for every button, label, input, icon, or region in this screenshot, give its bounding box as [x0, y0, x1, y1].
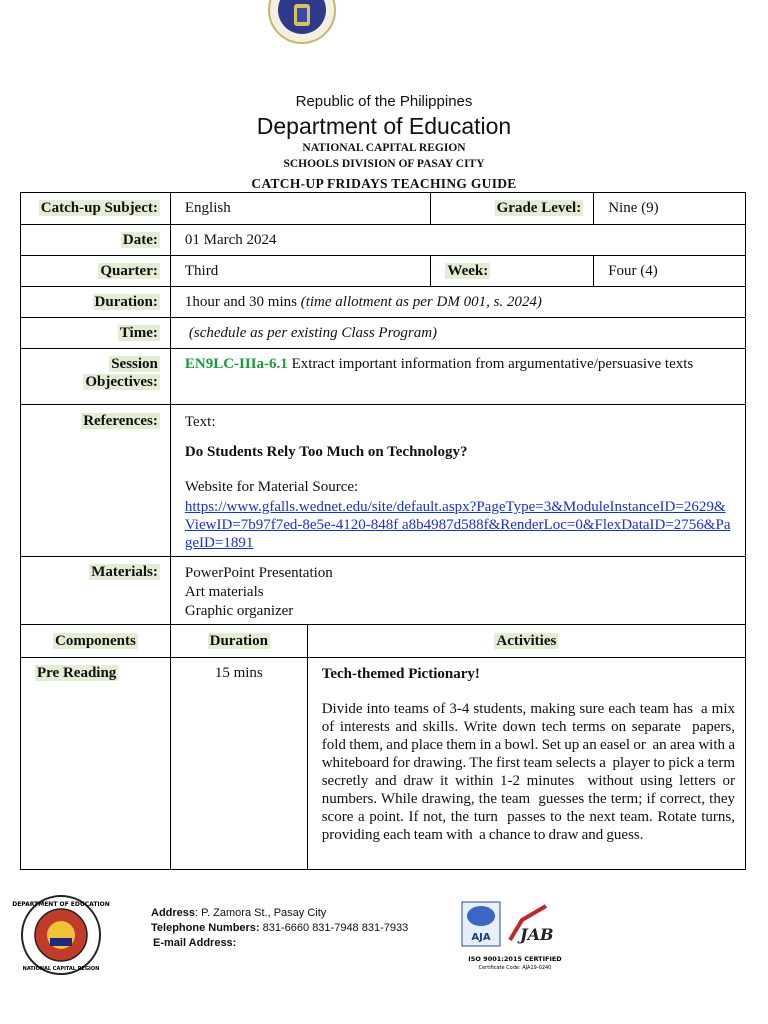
- footer-phone: Telephone Numbers: 831-6660 831-7948 831-7933: [151, 922, 409, 934]
- department-title: Department of Education: [256, 113, 512, 139]
- materials-list: [170, 557, 745, 625]
- objectives-value: [170, 349, 745, 405]
- date-row: [21, 225, 746, 256]
- week-label: Week:: [431, 256, 594, 287]
- material-item: PowerPoint Presentation: [184, 565, 333, 581]
- division-line: SCHOOLS DIVISION OF PASAY CITY: [283, 158, 485, 170]
- time-value: (schedule as per existing Class Program): [170, 318, 745, 349]
- quarter-label: Quarter:: [21, 256, 171, 287]
- ref-url-link[interactable]: https://www.gfalls.wednet.edu/site/default.aspx?PageType=3&ModuleInstanceID=2629&ViewID=7b97f7ed-8e5e-4120-848f a8b4987d588f&RenderLoc=0&FlexDataID=2756&PageID=1891: [184, 499, 731, 551]
- activities-table: [20, 624, 746, 870]
- iso-certification-logo: [460, 900, 570, 972]
- duration-label: Duration:: [21, 287, 171, 318]
- material-item: Graphic organizer: [184, 603, 294, 619]
- subject-row: [21, 193, 746, 225]
- materials-label: Materials:: [21, 557, 171, 625]
- references-row: [21, 405, 746, 557]
- region-line: NATIONAL CAPITAL REGION: [302, 142, 466, 154]
- activity-description: Divide into teams of 3-4 students, making sure each team has a mix of interests and skills. Write down tech terms on separate papers, fold them, and place them in a bowl. Set up an easel or an area with a whiteboard for drawing. The first team selects a player to pick a term secretly and draw it within 1-2 minutes without using letters or numbers. While drawing, the team guesses the term; if correct, they score a point. If not, the turn passes to the next team. Rotate turns, providing each team with a chance to draw and guess.: [321, 701, 739, 843]
- material-item: Art materials: [184, 584, 264, 600]
- time-label: Time:: [21, 318, 171, 349]
- duration-value: 1hour and 30 mins (time allotment as per DM 001, s. 2024): [170, 287, 745, 318]
- svg-text:AJA: AJA: [471, 932, 491, 943]
- svg-text:DEPARTMENT OF EDUCATION: DEPARTMENT OF EDUCATION: [12, 901, 110, 908]
- col-components-header: Components: [21, 625, 171, 658]
- teaching-guide-info-table: [20, 192, 746, 625]
- grade-value: Nine (9): [594, 193, 746, 225]
- svg-text:NATIONAL CAPITAL REGION: NATIONAL CAPITAL REGION: [22, 966, 100, 972]
- activity-cell: [307, 658, 745, 870]
- activities-header-row: [21, 625, 746, 658]
- ref-website-label: Website for Material Source:: [184, 479, 359, 495]
- objectives-label: Session Objectives:: [21, 349, 171, 405]
- date-label: Date:: [21, 225, 171, 256]
- republic-line: Republic of the Philippines: [295, 93, 473, 110]
- quarter-value: Third: [170, 256, 431, 287]
- activity-title: Tech-themed Pictionary!: [321, 666, 480, 682]
- deped-ncr-logo: [12, 894, 110, 976]
- footer-address: Address: P. Zamora St., Pasay City: [151, 907, 327, 919]
- svg-text:Certificate Code: AJA19-0240: Certificate Code: AJA19-0240: [478, 965, 552, 971]
- time-row: [21, 318, 746, 349]
- objectives-row: [21, 349, 746, 405]
- objective-code: EN9LC-IIIa-6.1: [184, 356, 288, 372]
- date-value: 01 March 2024: [170, 225, 745, 256]
- quarter-row: [21, 256, 746, 287]
- ref-title: Do Students Rely Too Much on Technology?: [184, 444, 468, 460]
- deped-seal-top: [266, 0, 338, 44]
- svg-text:ISO 9001:2015 CERTIFIED: ISO 9001:2015 CERTIFIED: [468, 955, 562, 963]
- duration-cell: 15 mins: [170, 658, 307, 870]
- subject-label: Catch-up Subject:: [21, 193, 171, 225]
- references-label: References:: [21, 405, 171, 557]
- subject-value: English: [170, 193, 431, 225]
- svg-text:JAB: JAB: [520, 925, 554, 944]
- grade-label: Grade Level:: [431, 193, 594, 225]
- week-value: Four (4): [594, 256, 746, 287]
- guide-title: CATCH-UP FRIDAYS TEACHING GUIDE: [251, 176, 517, 191]
- objective-text: Extract important information from argumentative/persuasive texts: [287, 356, 694, 372]
- footer-email: E-mail Address:: [153, 937, 237, 949]
- component-cell: Pre Reading: [21, 658, 171, 870]
- col-duration-header: Duration: [170, 625, 307, 658]
- ref-text-label: Text:: [184, 414, 216, 430]
- duration-row: [21, 287, 746, 318]
- references-value: [170, 405, 745, 557]
- col-activities-header: Activities: [307, 625, 745, 658]
- materials-row: [21, 557, 746, 625]
- table-row: [21, 658, 746, 870]
